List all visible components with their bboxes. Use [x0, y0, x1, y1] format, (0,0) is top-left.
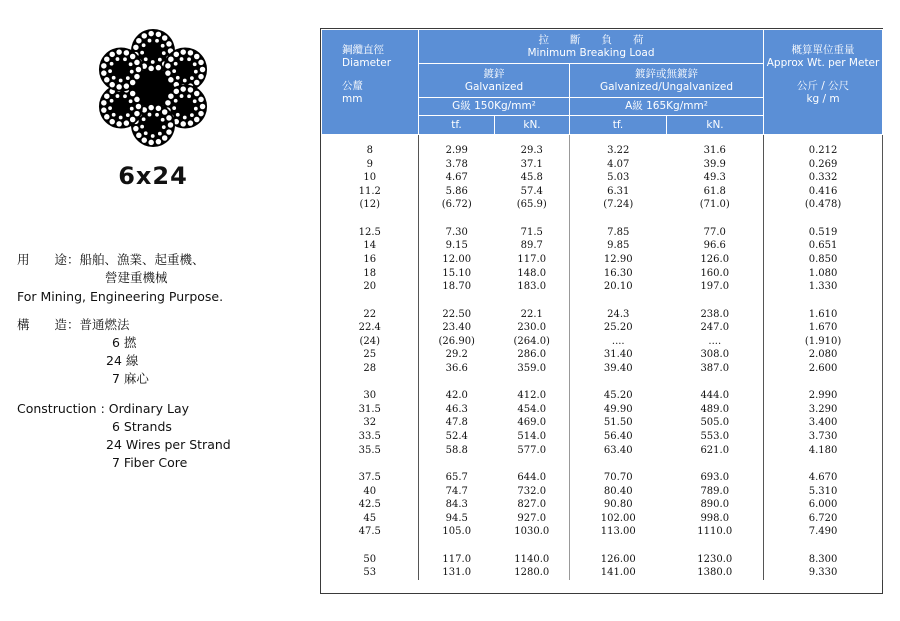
table-cell: 5.86	[445, 185, 468, 197]
table-row	[322, 226, 883, 240]
table-row	[322, 171, 883, 185]
table-cell: 286.0	[495, 348, 570, 362]
table-cell: 7.490	[764, 525, 883, 539]
header-ungalvanized	[570, 64, 764, 98]
table-cell: 50	[322, 553, 419, 567]
table-cell: 505.0	[667, 416, 764, 430]
table-cell: 37.5	[322, 471, 419, 485]
table-cell: 36.6	[445, 362, 468, 374]
table-cell: 12.00	[442, 253, 472, 265]
table-cell: 5.03	[607, 172, 630, 184]
product-title: 6x24	[118, 162, 188, 190]
table-cell: 998.0	[667, 512, 764, 526]
table-cell: 22.50	[442, 308, 472, 320]
table-cell: 16.30	[603, 267, 633, 279]
header-a-grade: A級 165Kg/mm²	[570, 98, 764, 116]
table-cell: 52.4	[445, 431, 468, 443]
left-panel	[0, 0, 310, 621]
table-cell: 789.0	[667, 485, 764, 499]
table-cell: 113.00	[600, 526, 636, 538]
table-cell: 6.000	[764, 498, 883, 512]
table-cell: 577.0	[495, 444, 570, 458]
table-cell: 553.0	[667, 430, 764, 444]
header-diameter-unit-zh: 公釐	[342, 80, 363, 92]
table-cell: 2.600	[764, 362, 883, 376]
table-cell: 77.0	[667, 226, 764, 240]
table-cell: 30	[322, 389, 419, 403]
table-cell: 1.080	[764, 267, 883, 281]
table-row	[322, 525, 883, 539]
table-row	[322, 158, 883, 172]
table-cell: (6.72)	[441, 199, 472, 211]
table-cell: 1.330	[764, 280, 883, 294]
table-row	[322, 430, 883, 444]
table-cell: 621.0	[667, 444, 764, 458]
table-cell: 25	[322, 348, 419, 362]
header-diameter	[322, 30, 419, 135]
header-tf: tf.	[419, 116, 495, 135]
table-cell: 49.3	[667, 171, 764, 185]
table-row	[322, 253, 883, 267]
header-ungalv-en: Galvanized/Ungalvanized	[599, 80, 734, 93]
construction-line: 6 撚	[112, 335, 137, 350]
table-row	[322, 280, 883, 294]
table-cell: 29.3	[495, 135, 570, 158]
table-cell: 454.0	[495, 403, 570, 417]
table-cell: 10	[322, 171, 419, 185]
table-cell: 25.20	[603, 322, 633, 334]
table-cell: 65.7	[445, 472, 468, 484]
table-cell: 197.0	[667, 280, 764, 294]
table-cell: 20	[322, 280, 419, 294]
table-cell: 0.850	[764, 253, 883, 267]
header-galvanized	[419, 64, 570, 98]
table-cell: (65.9)	[495, 198, 570, 212]
table-cell: 247.0	[667, 321, 764, 335]
table-cell: 238.0	[667, 308, 764, 322]
table-cell: 8	[322, 135, 419, 158]
header-load-en: Minimum Breaking Load	[527, 46, 655, 59]
table-cell: 4.07	[607, 158, 630, 170]
construction-en-label: Construction : Ordinary Lay	[17, 401, 190, 416]
table-cell: 644.0	[495, 471, 570, 485]
table-cell: 8.300	[764, 553, 883, 567]
table-row	[322, 348, 883, 362]
table-cell: 45.20	[603, 390, 633, 402]
table-cell: 18	[322, 267, 419, 281]
table-cell: 5.310	[764, 485, 883, 499]
header-weight-unit-zh: 公斤 / 公尺	[796, 80, 850, 92]
table-cell: 46.3	[445, 403, 468, 415]
construction-zh	[17, 316, 149, 388]
table-cell: (12)	[322, 198, 419, 212]
table-cell: 39.40	[603, 362, 633, 374]
table-row	[322, 135, 883, 158]
construction-line: 24 線	[106, 353, 139, 368]
table-cell: 20.10	[603, 281, 633, 293]
table-cell: 15.10	[442, 267, 472, 279]
table-cell: 183.0	[495, 280, 570, 294]
table-row	[322, 308, 883, 322]
table-cell: 45	[322, 512, 419, 526]
table-cell: 28	[322, 362, 419, 376]
table-cell: 80.40	[603, 485, 633, 497]
table-cell: 7.30	[445, 226, 468, 238]
table-cell: 39.9	[667, 158, 764, 172]
table-cell: 42.0	[445, 390, 468, 402]
table-cell: 102.00	[600, 512, 636, 524]
table-cell: 2.080	[764, 348, 883, 362]
table-cell: 890.0	[667, 498, 764, 512]
table-row	[322, 444, 883, 458]
table-row	[322, 239, 883, 253]
table-cell: (71.0)	[667, 198, 764, 212]
table-cell: 29.2	[445, 349, 468, 361]
construction-label: 構 造：普通燃法	[17, 317, 130, 332]
table-cell: 70.70	[603, 472, 633, 484]
wire-rope-cross-section-icon	[92, 28, 214, 148]
table-body	[322, 135, 883, 581]
table-cell: 23.40	[442, 322, 472, 334]
header-kn: kN.	[667, 116, 764, 135]
table-cell: 22.1	[495, 308, 570, 322]
table-cell: 4.670	[764, 471, 883, 485]
table-cell: 308.0	[667, 348, 764, 362]
construction-en-line: 6 Strands	[112, 419, 172, 434]
table-cell: 1140.0	[495, 553, 570, 567]
table-cell: 160.0	[667, 267, 764, 281]
construction-en-line: 24 Wires per Strand	[106, 437, 231, 452]
table-cell: 9.85	[607, 240, 630, 252]
table-cell: 927.0	[495, 512, 570, 526]
table-cell: 105.0	[442, 526, 472, 538]
table-cell: 359.0	[495, 362, 570, 376]
table-cell: 0.519	[764, 226, 883, 240]
table-cell: 32	[322, 416, 419, 430]
header-breaking-load	[419, 30, 764, 64]
table-cell: 1380.0	[667, 566, 764, 580]
table-cell: (7.24)	[603, 199, 634, 211]
table-cell: 1030.0	[495, 525, 570, 539]
table-row	[322, 185, 883, 199]
table-cell: 126.00	[600, 553, 636, 565]
table-cell: 6.720	[764, 512, 883, 526]
header-weight-zh: 概算單位重量	[791, 44, 855, 56]
table-cell: 40	[322, 485, 419, 499]
table-cell: 1280.0	[495, 566, 570, 580]
table-row	[322, 498, 883, 512]
table-cell: 0.416	[764, 185, 883, 199]
table-row	[322, 553, 883, 567]
table-cell: 12.5	[322, 226, 419, 240]
table-cell: 9.330	[764, 566, 883, 580]
header-galv-en: Galvanized	[464, 80, 524, 93]
table-cell: 0.332	[764, 171, 883, 185]
table-cell: 3.290	[764, 403, 883, 417]
table-cell: 1.670	[764, 321, 883, 335]
table-cell: ....	[667, 335, 764, 349]
table-cell: 126.0	[667, 253, 764, 267]
table-cell: 74.7	[445, 485, 468, 497]
table-cell: 2.99	[445, 145, 468, 156]
table-row	[322, 416, 883, 430]
table-cell: 693.0	[667, 471, 764, 485]
table-cell: 1230.0	[667, 553, 764, 567]
table-cell: 89.7	[495, 239, 570, 253]
table-row	[322, 403, 883, 417]
table-row	[322, 335, 883, 349]
table-cell: 61.8	[667, 185, 764, 199]
table-row	[322, 485, 883, 499]
table-cell: 31.5	[322, 403, 419, 417]
table-cell: 514.0	[495, 430, 570, 444]
table-cell: 0.212	[764, 135, 883, 158]
table-cell: 51.50	[603, 417, 633, 429]
table-cell: (1.910)	[764, 335, 883, 349]
use-label: 用 途：船舶、漁業、起重機、	[17, 252, 205, 267]
table-cell: 12.90	[603, 253, 633, 265]
table-cell: 1110.0	[667, 525, 764, 539]
table-row	[322, 512, 883, 526]
table-cell: 71.5	[495, 226, 570, 240]
table-cell: 489.0	[667, 403, 764, 417]
use-label-line2: 營建重機械	[105, 270, 168, 285]
header-galv-zh: 鍍鋅	[483, 67, 505, 80]
table-cell: 3.78	[445, 158, 468, 170]
header-tf: tf.	[570, 116, 667, 135]
table-cell: 0.651	[764, 239, 883, 253]
table-row	[322, 471, 883, 485]
table-cell: 148.0	[495, 267, 570, 281]
table-cell: 90.80	[603, 499, 633, 511]
header-g-grade: G級 150Kg/mm²	[419, 98, 570, 116]
table-cell: 57.4	[495, 185, 570, 199]
table-cell: (24)	[322, 335, 419, 349]
header-kn: kN.	[495, 116, 570, 135]
table-row	[322, 389, 883, 403]
table-cell: 3.400	[764, 416, 883, 430]
table-row	[322, 321, 883, 335]
table-cell: (264.0)	[495, 335, 570, 349]
table-cell: 14	[322, 239, 419, 253]
table-cell: 9	[322, 158, 419, 172]
header-weight	[764, 30, 883, 135]
table-cell: 42.5	[322, 498, 419, 512]
header-load-zh: 拉 斷 負 荷	[538, 33, 644, 46]
table-cell: 37.1	[495, 158, 570, 172]
construction-en	[17, 400, 231, 472]
table-cell: 3.730	[764, 430, 883, 444]
table-cell: 22	[322, 308, 419, 322]
table-cell: 11.2	[322, 185, 419, 199]
table-cell: 84.3	[445, 499, 468, 511]
table-cell: 31.6	[667, 135, 764, 158]
table-cell: 47.5	[322, 525, 419, 539]
use-en: For Mining, Engineering Purpose.	[17, 289, 224, 304]
table-cell: 387.0	[667, 362, 764, 376]
header-weight-en: Approx Wt. per Meter	[766, 57, 880, 69]
table-cell: 117.0	[495, 253, 570, 267]
table-cell: 31.40	[603, 349, 633, 361]
table-row	[322, 362, 883, 376]
table-cell: 827.0	[495, 498, 570, 512]
table-cell: 49.90	[603, 403, 633, 415]
table-cell: 18.70	[442, 281, 472, 293]
table-cell: 53	[322, 566, 419, 580]
table-cell: 230.0	[495, 321, 570, 335]
header-diameter-unit: mm	[342, 93, 363, 105]
table-cell: 4.67	[445, 172, 468, 184]
header-weight-unit: kg / m	[806, 93, 840, 105]
table-cell: 9.15	[445, 240, 468, 252]
table-cell: 96.6	[667, 239, 764, 253]
table-cell: 444.0	[667, 389, 764, 403]
table-cell: 94.5	[445, 512, 468, 524]
table-cell: 2.990	[764, 389, 883, 403]
construction-en-line: 7 Fiber Core	[112, 455, 188, 470]
use-zh	[17, 251, 205, 287]
table-cell: 24.3	[607, 308, 630, 320]
construction-line: 7 麻心	[112, 371, 149, 386]
header-diameter-en: Diameter	[342, 57, 392, 69]
table-cell: 3.22	[607, 145, 630, 156]
table-cell: 469.0	[495, 416, 570, 430]
table-cell: 7.85	[607, 226, 630, 238]
table-cell: 732.0	[495, 485, 570, 499]
breaking-load-table	[320, 28, 883, 594]
header-ungalv-zh: 鍍鋅或無鍍鋅	[635, 67, 699, 80]
table-cell: 141.00	[600, 567, 636, 579]
table-cell: 117.0	[442, 553, 472, 565]
table-cell: 1.610	[764, 308, 883, 322]
header-diameter-zh: 鋼纜直徑	[342, 44, 384, 56]
table-cell: (0.478)	[764, 198, 883, 212]
table-cell: 16	[322, 253, 419, 267]
table-cell: 131.0	[442, 567, 472, 579]
table-cell: 63.40	[603, 444, 633, 456]
table-row	[322, 267, 883, 281]
table-row	[322, 566, 883, 580]
table-cell: 6.31	[607, 185, 630, 197]
table-cell: 0.269	[764, 158, 883, 172]
table-cell: 33.5	[322, 430, 419, 444]
table-cell: (26.90)	[438, 335, 475, 347]
table-cell: ....	[611, 335, 625, 347]
table-row	[322, 198, 883, 212]
table-cell: 412.0	[495, 389, 570, 403]
table-cell: 4.180	[764, 444, 883, 458]
table-cell: 35.5	[322, 444, 419, 458]
table-cell: 45.8	[495, 171, 570, 185]
table-cell: 22.4	[322, 321, 419, 335]
table-cell: 56.40	[603, 431, 633, 443]
table-cell: 58.8	[445, 444, 468, 456]
table-cell: 47.8	[445, 417, 468, 429]
